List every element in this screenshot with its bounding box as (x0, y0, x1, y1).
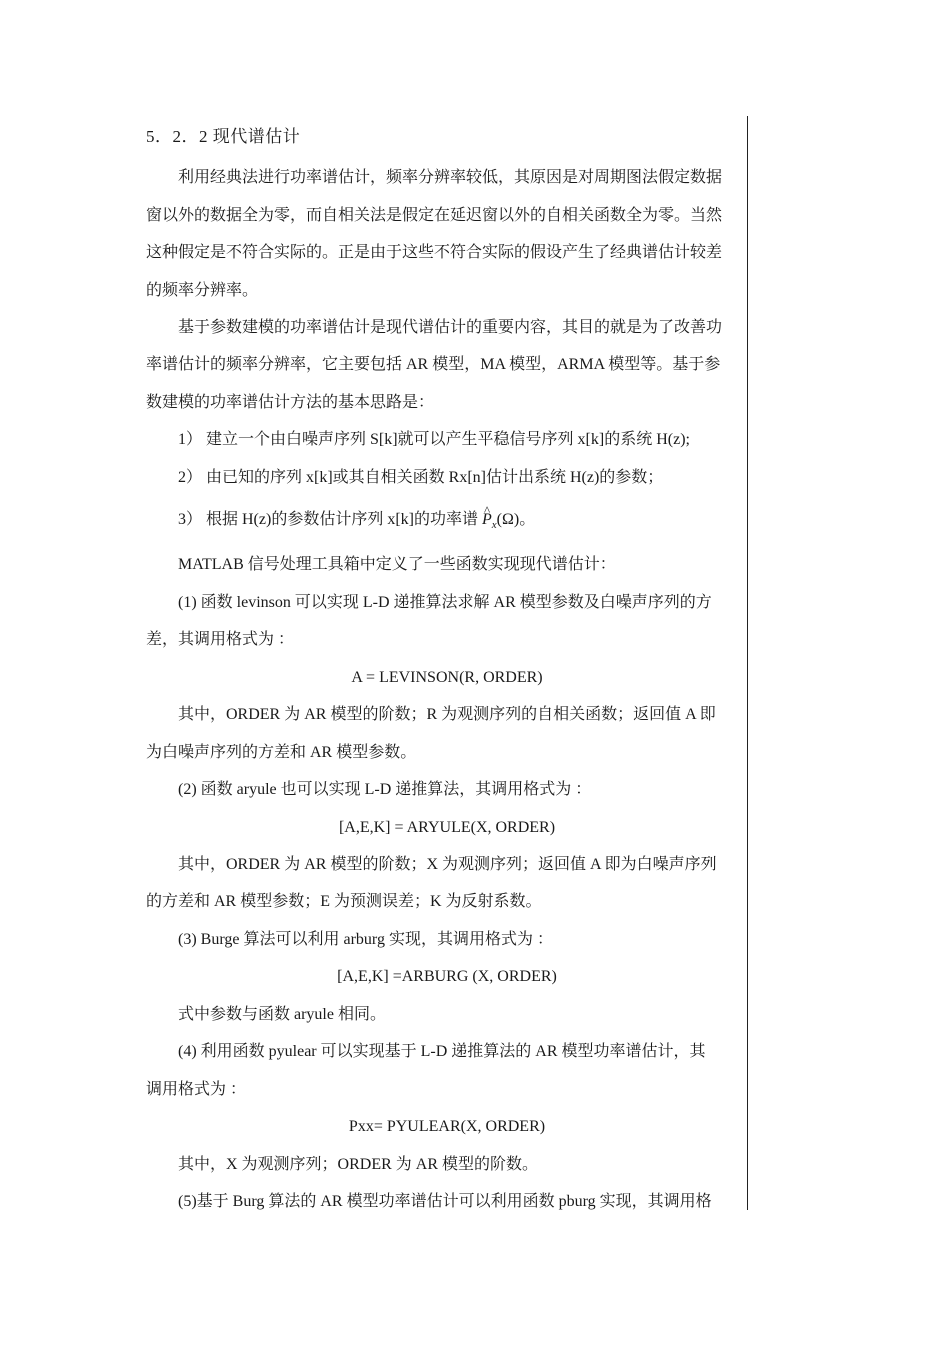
code-formula: A = LEVINSON(R, ORDER) (351, 669, 543, 686)
paragraph-line: 为白噪声序列的方差和 AR 模型参数。 (146, 744, 417, 761)
paragraph-line: 基于参数建模的功率谱估计是现代谱估计的重要内容，其目的就是为了改善功 (178, 319, 723, 336)
paragraph-line: 率谱估计的频率分辨率，它主要包括 AR 模型，MA 模型，ARMA 模型等。基于参 (146, 356, 721, 373)
paragraph-line: 利用经典法进行功率谱估计，频率分辨率较低，其原因是对周期图法假定数据 (178, 169, 723, 186)
paragraph-line: 其中，ORDER 为 AR 模型的阶数；X 为观测序列；返回值 A 即为白噪声序列 (178, 856, 717, 873)
power-spectrum-symbol: ^ P (482, 510, 492, 530)
paragraph-line: MATLAB 信号处理工具箱中定义了一些函数实现现代谱估计： (178, 556, 616, 573)
paragraph-line: 式中参数与函数 aryule 相同。 (178, 1006, 386, 1023)
paragraph-line: 数建模的功率谱估计方法的基本思路是： (146, 394, 435, 411)
code-formula: [A,E,K] = ARYULE(X, ORDER) (338, 819, 556, 836)
paragraph-line: 这种假定是不符合实际的。正是由于这些不符合实际的假设产生了经典谱估计较差 (146, 244, 723, 261)
paragraph-line: 差，其调用格式为 ： (146, 631, 295, 648)
paragraph-line: (4) 利用函数 pyulear 可以实现基于 L-D 递推算法的 AR 模型功率谱估计，其 (178, 1043, 706, 1060)
paragraph-line: (5)基于 Burg 算法的 AR 模型功率谱估计可以利用函数 pburg 实现，其调用格 (178, 1193, 712, 1210)
paragraph-line: (2) 函数 aryule 也可以实现 L-D 递推算法，其调用格式为 ： (178, 781, 592, 798)
paragraph-line: (1) 函数 levinson 可以实现 L-D 递推算法求解 AR 模型参数及白噪声序列的方 (178, 594, 712, 611)
code-formula: Pxx= PYULEAR(X, ORDER) (348, 1118, 546, 1135)
paragraph-line: (3) Burge 算法可以利用 arburg 实现，其调用格式为 ： (178, 931, 553, 948)
paragraph-line: 其中，X 为观测序列；ORDER 为 AR 模型的阶数。 (178, 1156, 539, 1173)
paragraph-line: 窗以外的数据全为零，而自相关法是假定在延迟窗以外的自相关函数全为零。当然 (146, 207, 723, 224)
code-formula: [A,E,K] =ARBURG (X, ORDER) (337, 968, 557, 985)
paragraph-line: 调用格式为 ： (146, 1081, 247, 1098)
power-spectrum-subscript: x (491, 519, 497, 532)
step-item-3 (178, 510, 748, 535)
step3-end: 。 (519, 511, 536, 528)
power-spectrum-arg: (Ω) (496, 511, 520, 528)
section-heading: 5．2．2 现代谱估计 (146, 127, 301, 146)
step3-text: 3） 根据 H(z)的参数估计序列 x[k]的功率谱 (178, 511, 482, 528)
paragraph-line: 其中，ORDER 为 AR 模型的阶数；R 为观测序列的自相关函数；返回值 A 即 (178, 706, 716, 723)
paragraph-line: 的方差和 AR 模型参数；E 为预测误差；K 为反射系数。 (146, 893, 542, 910)
paragraph-line: 的频率分辨率。 (146, 282, 259, 299)
step-item-2: 2） 由已知的序列 x[k]或其自相关函数 Rx[n]估计出系统 H(z)的参数； (178, 469, 664, 486)
step-item-1: 1） 建立一个由白噪声序列 S[k]就可以产生平稳信号序列 x[k]的系统 H(z); (178, 431, 690, 448)
